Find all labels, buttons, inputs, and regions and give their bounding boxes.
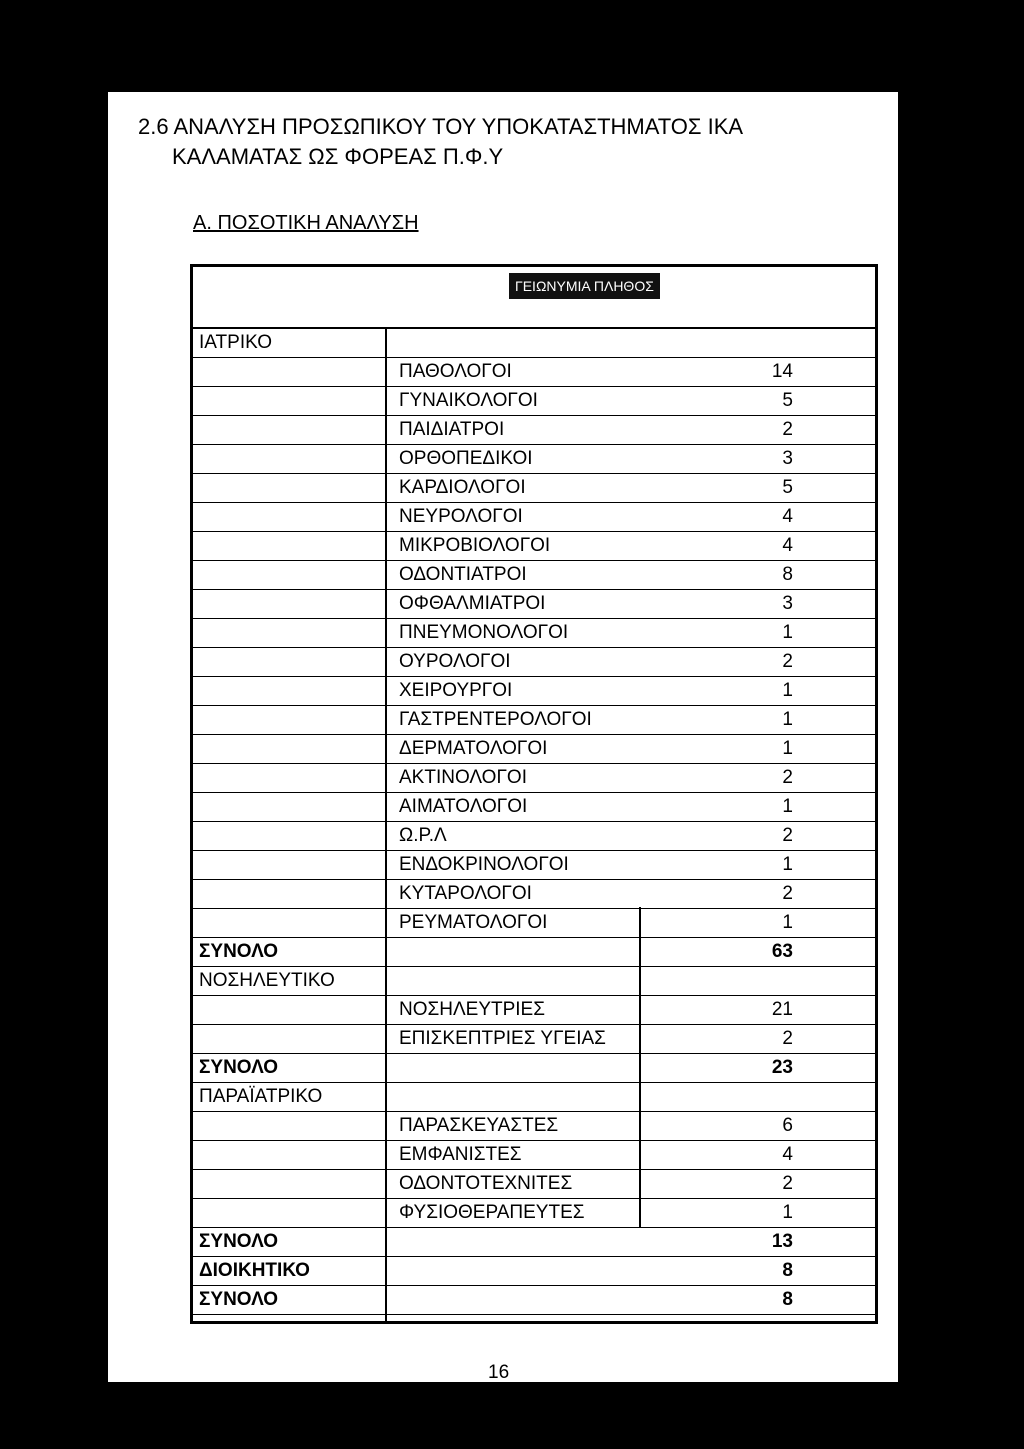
count-cell: 8 [782, 1289, 793, 1310]
specialty-cell: ΚΑΡΔΙΟΛΟΓΟΙ [399, 477, 526, 498]
specialty-cell: ΟΔΟΝΤΙΑΤΡΟΙ [399, 564, 527, 585]
table-row [193, 706, 875, 735]
table-row [193, 387, 875, 416]
title-line-2: ΚΑΛΑΜΑΤΑΣ ΩΣ ΦΟΡΕΑΣ Π.Φ.Υ [172, 144, 504, 169]
count-cell: 2 [782, 767, 793, 788]
specialty-cell: ΓΑΣΤΡΕΝΤΕΡΟΛΟΓΟΙ [399, 709, 592, 730]
table-row [193, 1112, 875, 1141]
table-row [193, 1228, 875, 1257]
table-row [193, 532, 875, 561]
table-row [193, 793, 875, 822]
specialty-cell: ΜΙΚΡΟΒΙΟΛΟΓΟΙ [399, 535, 551, 556]
table-row [193, 909, 875, 938]
table-row [193, 851, 875, 880]
specialty-cell: Ω.Ρ.Λ [399, 825, 447, 846]
header-garbled-text: ΓΕΙΩΝΥΜΙΑ ΠΛΗΘΟΣ [509, 273, 660, 299]
specialty-cell: ΠΑΡΑΣΚΕΥΑΣΤΕΣ [399, 1115, 559, 1136]
table-row [193, 1083, 875, 1112]
count-cell: 63 [771, 941, 793, 962]
count-cell: 5 [782, 390, 793, 411]
count-cell: 4 [782, 535, 793, 556]
count-cell: 6 [782, 1115, 793, 1136]
table-row [193, 938, 875, 967]
count-cell: 21 [771, 999, 793, 1020]
section-subtitle: Α. ΠΟΣΟΤΙΚΗ ΑΝΑΛΥΣΗ [193, 212, 419, 234]
table-row [193, 822, 875, 851]
specialty-cell: ΟΥΡΟΛΟΓΟΙ [399, 651, 511, 672]
count-cell: 1 [782, 709, 793, 730]
category-cell: ΣΥΝΟΛΟ [199, 1289, 279, 1310]
specialty-cell: ΟΡΘΟΠΕΔΙΚΟΙ [399, 448, 533, 469]
table-row [193, 1286, 875, 1315]
category-cell: ΙΑΤΡΙΚΟ [199, 332, 272, 353]
table-row [193, 590, 875, 619]
category-cell: ΣΥΝΟΛΟ [199, 941, 279, 962]
count-cell: 2 [782, 825, 793, 846]
count-cell: 3 [782, 448, 793, 469]
count-cell: 3 [782, 593, 793, 614]
count-cell: 5 [782, 477, 793, 498]
specialty-cell: ΟΦΘΑΛΜΙΑΤΡΟΙ [399, 593, 546, 614]
staff-table [190, 264, 878, 1324]
count-cell: 1 [782, 796, 793, 817]
table-row [193, 503, 875, 532]
table-row [193, 677, 875, 706]
count-cell: 23 [771, 1057, 793, 1078]
specialty-cell: ΕΜΦΑΝΙΣΤΕΣ [399, 1144, 522, 1165]
table-row [193, 880, 875, 909]
count-cell: 13 [771, 1231, 793, 1252]
count-cell: 4 [782, 506, 793, 527]
count-cell: 1 [782, 1202, 793, 1223]
category-cell: ΣΥΝΟΛΟ [199, 1231, 279, 1252]
page-number: 16 [488, 1362, 510, 1383]
table-row [193, 1054, 875, 1083]
specialty-cell: ΔΕΡΜΑΤΟΛΟΓΟΙ [399, 738, 548, 759]
specialty-cell: ΝΕΥΡΟΛΟΓΟΙ [399, 506, 523, 527]
count-cell: 1 [782, 680, 793, 701]
table-row [193, 996, 875, 1025]
category-cell: ΠΑΡΑΪΑΤΡΙΚΟ [199, 1086, 323, 1107]
count-cell: 14 [771, 361, 793, 382]
specialty-cell: ΝΟΣΗΛΕΥΤΡΙΕΣ [399, 999, 545, 1020]
specialty-cell: ΕΠΙΣΚΕΠΤΡΙΕΣ ΥΓΕΙΑΣ [399, 1028, 606, 1049]
table-row [193, 619, 875, 648]
specialty-cell: ΑΚΤΙΝΟΛΟΓΟΙ [399, 767, 527, 788]
table-row [193, 329, 875, 358]
table-row [193, 1199, 875, 1228]
count-cell: 1 [782, 854, 793, 875]
category-cell: ΝΟΣΗΛΕΥΤΙΚΟ [199, 970, 335, 991]
specialty-cell: ΡΕΥΜΑΤΟΛΟΓΟΙ [399, 912, 548, 933]
specialty-cell: ΦΥΣΙΟΘΕΡΑΠΕΥΤΕΣ [399, 1202, 585, 1223]
count-cell: 4 [782, 1144, 793, 1165]
page-title [138, 112, 878, 172]
title-line-1: 2.6 ΑΝΑΛΥΣΗ ΠΡΟΣΩΠΙΚΟΥ ΤΟΥ ΥΠΟΚΑΤΑΣΤΗΜΑΤΟΣ ΙΚΑ [138, 114, 744, 139]
table-row [193, 1257, 875, 1286]
table-row [193, 416, 875, 445]
count-cell: 8 [782, 564, 793, 585]
count-cell: 2 [782, 419, 793, 440]
count-cell: 2 [782, 1028, 793, 1049]
specialty-cell: ΠΑΘΟΛΟΓΟΙ [399, 361, 512, 382]
count-cell: 2 [782, 883, 793, 904]
table-row [193, 561, 875, 590]
specialty-cell: ΠΑΙΔΙΑΤΡΟΙ [399, 419, 505, 440]
count-cell: 2 [782, 651, 793, 672]
count-cell: 1 [782, 738, 793, 759]
table-row [193, 1025, 875, 1054]
table-row [193, 1170, 875, 1199]
count-cell: 1 [782, 622, 793, 643]
specialty-cell: ΚΥΤΑΡΟΛΟΓΟΙ [399, 883, 532, 904]
table-row [193, 648, 875, 677]
specialty-cell: ΠΝΕΥΜΟΝΟΛΟΓΟΙ [399, 622, 569, 643]
specialty-cell: ΑΙΜΑΤΟΛΟΓΟΙ [399, 796, 528, 817]
category-cell: ΣΥΝΟΛΟ [199, 1057, 279, 1078]
specialty-cell: ΓΥΝΑΙΚΟΛΟΓΟΙ [399, 390, 538, 411]
count-cell: 8 [782, 1260, 793, 1281]
specialty-cell: ΧΕΙΡΟΥΡΓΟΙ [399, 680, 513, 701]
table-row [193, 474, 875, 503]
specialty-cell: ΟΔΟΝΤΟΤΕΧΝΙΤΕΣ [399, 1173, 573, 1194]
table-row [193, 735, 875, 764]
table-row [193, 764, 875, 793]
table-header [193, 267, 875, 329]
specialty-cell: ΕΝΔΟΚΡΙΝΟΛΟΓΟΙ [399, 854, 569, 875]
table-row [193, 445, 875, 474]
count-cell: 1 [782, 912, 793, 933]
table-row [193, 1141, 875, 1170]
category-cell: ΔΙΟΙΚΗΤΙΚΟ [199, 1260, 310, 1281]
table-row [193, 967, 875, 996]
table-row [193, 358, 875, 387]
count-cell: 2 [782, 1173, 793, 1194]
